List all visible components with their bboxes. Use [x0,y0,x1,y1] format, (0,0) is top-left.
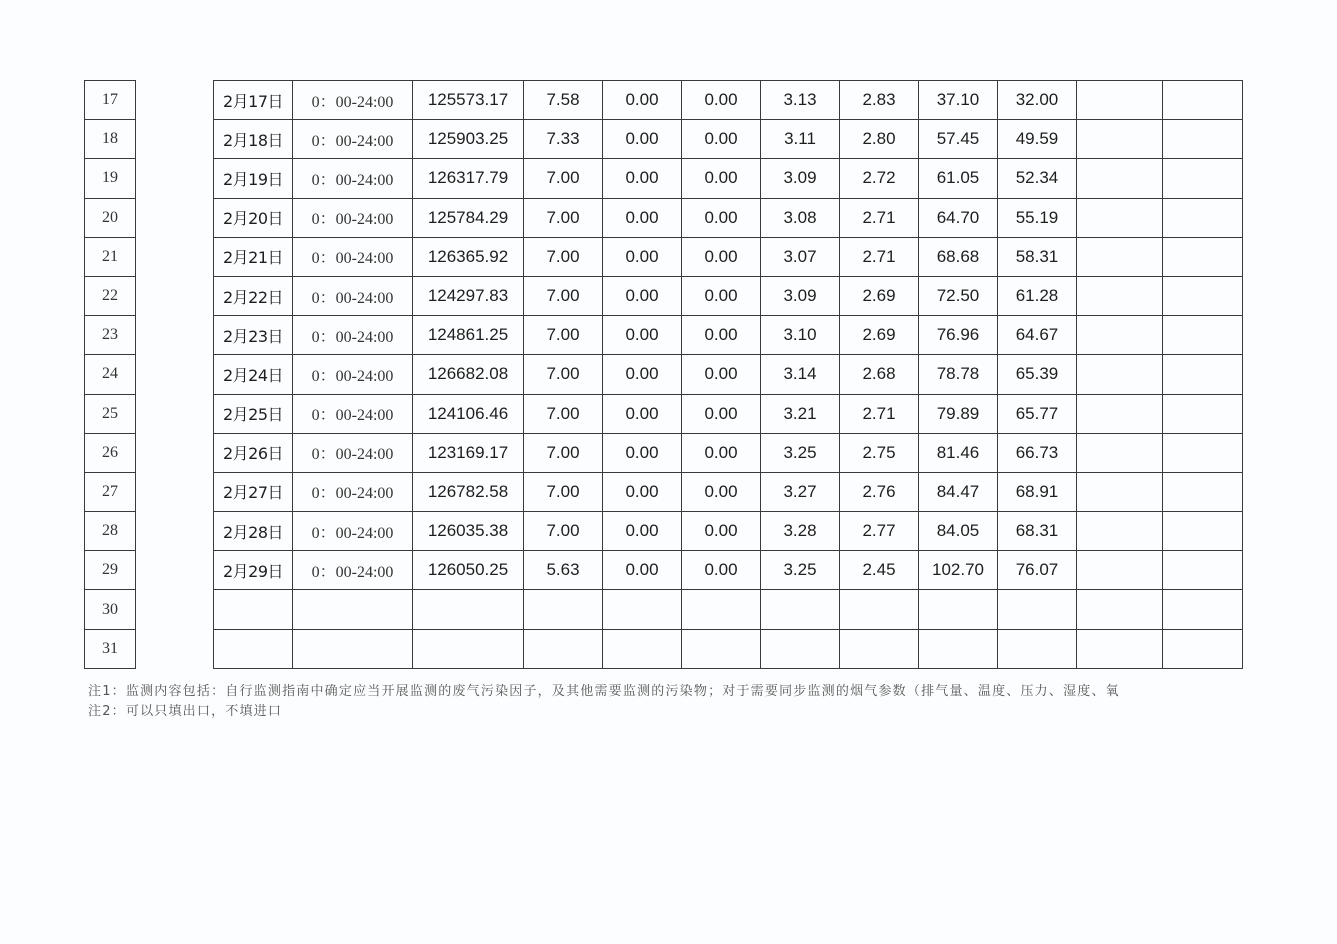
value-cell: 3.11 [761,120,840,159]
value-cell: 7.00 [524,276,603,315]
table-row [85,81,1243,120]
value-cell: 0.00 [682,159,761,198]
value-cell: 7.00 [524,512,603,551]
value-cell [1077,355,1163,394]
blank-cell [136,316,214,355]
date-cell: 2月19日 [214,159,293,198]
value-cell: 72.50 [919,276,998,315]
value-cell [1077,237,1163,276]
time-range-cell: 0：00-24:00 [293,355,413,394]
time-range-cell: 0：00-24:00 [293,394,413,433]
value-cell [603,590,682,629]
value-cell [1077,316,1163,355]
value-cell: 32.00 [998,81,1077,120]
row-number-cell: 18 [85,120,136,159]
value-cell [1077,120,1163,159]
value-cell: 3.14 [761,355,840,394]
value-cell [1163,472,1243,511]
table-body [85,81,1243,669]
blank-cell [136,394,214,433]
value-cell [840,629,919,668]
date-cell: 2月20日 [214,198,293,237]
value-cell [919,590,998,629]
table-row [85,551,1243,590]
value-cell [1163,433,1243,472]
value-cell: 125784.29 [413,198,524,237]
notes-section [88,682,1243,722]
value-cell: 65.39 [998,355,1077,394]
table-row [85,198,1243,237]
value-cell [603,629,682,668]
blank-cell [136,472,214,511]
value-cell [1163,590,1243,629]
value-cell [413,629,524,668]
value-cell: 7.58 [524,81,603,120]
date-cell: 2月21日 [214,237,293,276]
value-cell: 7.00 [524,394,603,433]
value-cell: 2.71 [840,198,919,237]
value-cell [1077,433,1163,472]
value-cell: 0.00 [682,472,761,511]
value-cell: 2.45 [840,551,919,590]
row-number-cell: 21 [85,237,136,276]
value-cell [1077,472,1163,511]
value-cell: 2.71 [840,394,919,433]
value-cell [1077,629,1163,668]
value-cell: 2.69 [840,276,919,315]
blank-cell [136,159,214,198]
table-row [85,512,1243,551]
value-cell [524,629,603,668]
blank-cell [136,629,214,668]
value-cell [1163,629,1243,668]
row-number-cell: 24 [85,355,136,394]
value-cell [1077,590,1163,629]
value-cell: 0.00 [603,394,682,433]
value-cell [761,629,840,668]
value-cell: 79.89 [919,394,998,433]
value-cell: 2.75 [840,433,919,472]
row-number-cell: 29 [85,551,136,590]
value-cell [998,629,1077,668]
value-cell: 3.25 [761,551,840,590]
value-cell: 3.21 [761,394,840,433]
row-number-cell: 23 [85,316,136,355]
value-cell [1163,120,1243,159]
value-cell: 7.00 [524,198,603,237]
value-cell: 65.77 [998,394,1077,433]
time-range-cell: 0：00-24:00 [293,551,413,590]
date-cell: 2月22日 [214,276,293,315]
value-cell: 2.77 [840,512,919,551]
value-cell: 58.31 [998,237,1077,276]
value-cell: 52.34 [998,159,1077,198]
blank-cell [136,355,214,394]
value-cell: 76.96 [919,316,998,355]
blank-cell [136,198,214,237]
date-cell: 2月18日 [214,120,293,159]
row-number-cell: 17 [85,81,136,120]
value-cell [1163,512,1243,551]
value-cell: 0.00 [682,81,761,120]
date-cell: 2月24日 [214,355,293,394]
row-number-cell: 31 [85,629,136,668]
table-row [85,355,1243,394]
time-range-cell [293,590,413,629]
row-number-cell: 28 [85,512,136,551]
time-range-cell: 0：00-24:00 [293,316,413,355]
value-cell [761,590,840,629]
value-cell: 102.70 [919,551,998,590]
value-cell [1163,159,1243,198]
table-row [85,629,1243,668]
value-cell [1077,81,1163,120]
table-row [85,276,1243,315]
value-cell: 68.68 [919,237,998,276]
row-number-cell: 25 [85,394,136,433]
value-cell [524,590,603,629]
date-cell [214,590,293,629]
value-cell: 64.70 [919,198,998,237]
value-cell: 64.67 [998,316,1077,355]
value-cell: 0.00 [603,512,682,551]
row-number-cell: 19 [85,159,136,198]
date-cell: 2月25日 [214,394,293,433]
value-cell: 78.78 [919,355,998,394]
table-row [85,433,1243,472]
value-cell: 2.76 [840,472,919,511]
value-cell: 2.80 [840,120,919,159]
table-row [85,590,1243,629]
value-cell [1163,355,1243,394]
value-cell [1163,394,1243,433]
time-range-cell: 0：00-24:00 [293,472,413,511]
value-cell: 0.00 [682,120,761,159]
value-cell: 0.00 [682,316,761,355]
value-cell: 3.28 [761,512,840,551]
value-cell: 2.69 [840,316,919,355]
value-cell: 124861.25 [413,316,524,355]
monitoring-data-table [84,80,1243,669]
blank-cell [136,237,214,276]
row-number-cell: 20 [85,198,136,237]
value-cell: 7.00 [524,316,603,355]
value-cell: 0.00 [603,433,682,472]
value-cell: 0.00 [603,472,682,511]
value-cell: 0.00 [682,237,761,276]
value-cell: 0.00 [603,237,682,276]
value-cell: 7.00 [524,237,603,276]
value-cell: 0.00 [682,276,761,315]
value-cell [1077,198,1163,237]
date-cell: 2月29日 [214,551,293,590]
value-cell [840,590,919,629]
value-cell [1077,551,1163,590]
value-cell: 3.07 [761,237,840,276]
value-cell [682,629,761,668]
value-cell: 0.00 [603,159,682,198]
time-range-cell: 0：00-24:00 [293,120,413,159]
blank-cell [136,433,214,472]
date-cell: 2月28日 [214,512,293,551]
value-cell: 126050.25 [413,551,524,590]
value-cell: 76.07 [998,551,1077,590]
value-cell: 126317.79 [413,159,524,198]
row-number-cell: 26 [85,433,136,472]
value-cell: 0.00 [682,433,761,472]
blank-cell [136,81,214,120]
time-range-cell: 0：00-24:00 [293,276,413,315]
value-cell [1163,81,1243,120]
row-number-cell: 27 [85,472,136,511]
value-cell: 2.72 [840,159,919,198]
value-cell: 3.27 [761,472,840,511]
blank-cell [136,512,214,551]
value-cell [919,629,998,668]
blank-cell [136,120,214,159]
value-cell: 126782.58 [413,472,524,511]
value-cell: 0.00 [603,120,682,159]
table-row [85,120,1243,159]
value-cell: 68.31 [998,512,1077,551]
value-cell: 3.09 [761,276,840,315]
value-cell: 61.05 [919,159,998,198]
value-cell [413,590,524,629]
value-cell: 81.46 [919,433,998,472]
table-row [85,472,1243,511]
table-row [85,394,1243,433]
value-cell: 68.91 [998,472,1077,511]
time-range-cell: 0：00-24:00 [293,237,413,276]
value-cell: 126035.38 [413,512,524,551]
time-range-cell: 0：00-24:00 [293,81,413,120]
monitoring-table-sheet [84,80,1243,669]
date-cell: 2月26日 [214,433,293,472]
value-cell: 57.45 [919,120,998,159]
value-cell: 125903.25 [413,120,524,159]
value-cell: 7.33 [524,120,603,159]
value-cell: 0.00 [682,551,761,590]
value-cell: 126365.92 [413,237,524,276]
blank-cell [136,551,214,590]
value-cell: 3.25 [761,433,840,472]
value-cell: 2.71 [840,237,919,276]
value-cell: 2.83 [840,81,919,120]
table-row [85,159,1243,198]
time-range-cell: 0：00-24:00 [293,198,413,237]
date-cell: 2月17日 [214,81,293,120]
value-cell: 66.73 [998,433,1077,472]
note-2: 注2：可以只填出口，不填进口 [88,704,283,719]
value-cell [1163,198,1243,237]
value-cell: 61.28 [998,276,1077,315]
value-cell [1077,394,1163,433]
value-cell: 7.00 [524,355,603,394]
blank-cell [136,276,214,315]
value-cell: 49.59 [998,120,1077,159]
note-1: 注1：监测内容包括：自行监测指南中确定应当开展监测的废气污染因子，及其他需要监测的污染物；对于需要同步监测的烟气参数（排气量、温度、压力、湿度、氧 [88,684,1120,699]
value-cell: 5.63 [524,551,603,590]
row-number-cell: 22 [85,276,136,315]
table-row [85,237,1243,276]
value-cell: 0.00 [603,198,682,237]
value-cell: 2.68 [840,355,919,394]
row-number-cell: 30 [85,590,136,629]
value-cell: 0.00 [603,276,682,315]
value-cell: 84.05 [919,512,998,551]
value-cell: 7.00 [524,159,603,198]
value-cell: 3.08 [761,198,840,237]
value-cell: 3.09 [761,159,840,198]
value-cell [998,590,1077,629]
value-cell: 7.00 [524,472,603,511]
value-cell [1077,276,1163,315]
value-cell: 0.00 [603,81,682,120]
value-cell [1163,276,1243,315]
value-cell: 55.19 [998,198,1077,237]
value-cell: 37.10 [919,81,998,120]
value-cell [1163,551,1243,590]
value-cell: 3.10 [761,316,840,355]
value-cell [1163,237,1243,276]
value-cell: 126682.08 [413,355,524,394]
value-cell: 0.00 [603,316,682,355]
value-cell [682,590,761,629]
value-cell: 0.00 [603,355,682,394]
date-cell: 2月23日 [214,316,293,355]
value-cell [1077,159,1163,198]
value-cell: 0.00 [682,355,761,394]
time-range-cell [293,629,413,668]
table-row [85,316,1243,355]
value-cell: 125573.17 [413,81,524,120]
value-cell: 0.00 [603,551,682,590]
value-cell: 0.00 [682,512,761,551]
value-cell [1163,316,1243,355]
value-cell: 124106.46 [413,394,524,433]
time-range-cell: 0：00-24:00 [293,512,413,551]
time-range-cell: 0：00-24:00 [293,433,413,472]
value-cell: 0.00 [682,198,761,237]
value-cell: 123169.17 [413,433,524,472]
time-range-cell: 0：00-24:00 [293,159,413,198]
value-cell: 0.00 [682,394,761,433]
date-cell [214,629,293,668]
date-cell: 2月27日 [214,472,293,511]
value-cell: 7.00 [524,433,603,472]
value-cell: 124297.83 [413,276,524,315]
value-cell [1077,512,1163,551]
value-cell: 3.13 [761,81,840,120]
blank-cell [136,590,214,629]
value-cell: 84.47 [919,472,998,511]
